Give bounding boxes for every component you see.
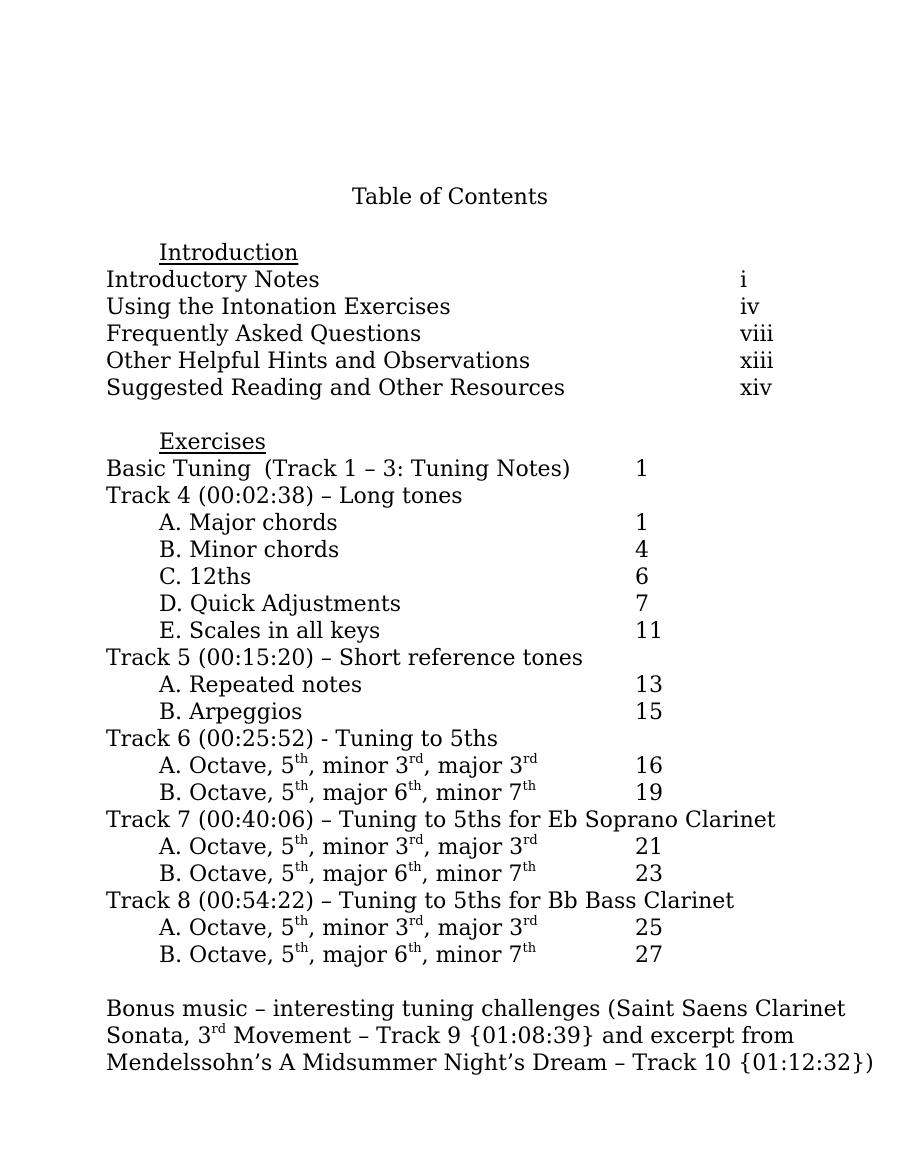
toc-entry-page: 4 [635, 538, 649, 563]
toc-entry-page: 27 [635, 943, 663, 968]
toc-entry-label: B. Arpeggios [159, 700, 303, 725]
bonus-line-2: Sonata, 3rd Movement – Track 9 {01:08:39} and excerpt from [106, 1021, 795, 1049]
toc-entry-label: A. Repeated notes [159, 673, 363, 698]
toc-entry-label: D. Quick Adjustments [159, 592, 401, 617]
track-7-heading: Track 7 (00:40:06) – Tuning to 5ths for Eb Soprano Clarinet [106, 808, 776, 833]
toc-entry-page: 21 [635, 835, 663, 860]
interval-entry-b: B. Octave, 5th, major 6th, minor 7th [159, 940, 537, 968]
toc-entry-label: Introductory Notes [106, 268, 320, 293]
bonus-line-1: Bonus music – interesting tuning challenges (Saint Saens Clarinet [106, 997, 846, 1022]
interval-entry-a: A. Octave, 5th, minor 3rd, major 3rd [159, 751, 538, 779]
interval-entry-b: B. Octave, 5th, major 6th, minor 7th [159, 859, 537, 887]
basic-tuning-note: (Track 1 – 3: Tuning Notes) [264, 457, 571, 482]
toc-entry-label: Suggested Reading and Other Resources [106, 376, 566, 401]
toc-entry-label: Using the Intonation Exercises [106, 295, 451, 320]
toc-entry-page: 19 [635, 781, 663, 806]
track-4-heading: Track 4 (00:02:38) – Long tones [106, 484, 463, 509]
page-title: Table of Contents [351, 185, 548, 210]
toc-entry-page: 6 [635, 565, 649, 590]
track-6-heading: Track 6 (00:25:52) - Tuning to 5ths [106, 727, 499, 752]
interval-entry-b: B. Octave, 5th, major 6th, minor 7th [159, 778, 537, 806]
toc-entry-page: 7 [635, 592, 649, 617]
toc-entry-page: 23 [635, 862, 663, 887]
interval-entry-a: A. Octave, 5th, minor 3rd, major 3rd [159, 832, 538, 860]
toc-entry-page: xiv [740, 376, 772, 401]
toc-entry-page: 25 [635, 916, 663, 941]
toc-entry-page: 13 [635, 673, 663, 698]
basic-tuning-label: Basic Tuning [106, 457, 252, 482]
toc-entry-page: iv [740, 295, 760, 320]
toc-entry-label: Other Helpful Hints and Observations [106, 349, 531, 374]
toc-entry-page: 16 [635, 754, 663, 779]
toc-entry-page: xiii [740, 349, 774, 374]
toc-entry-label: B. Minor chords [159, 538, 340, 563]
introduction-heading: Introduction [159, 241, 299, 266]
toc-entry-page: viii [740, 322, 774, 347]
toc-entry-page: 1 [635, 457, 649, 482]
toc-entry-label: E. Scales in all keys [159, 619, 381, 644]
toc-entry-page: 11 [635, 619, 663, 644]
interval-entry-a: A. Octave, 5th, minor 3rd, major 3rd [159, 913, 538, 941]
exercises-heading: Exercises [159, 430, 266, 455]
toc-entry-page: 1 [635, 511, 649, 536]
toc-entry-page: 15 [635, 700, 663, 725]
toc-entry-page: i [740, 268, 748, 293]
toc-entry-label: A. Major chords [159, 511, 338, 536]
toc-entry-label: Frequently Asked Questions [106, 322, 422, 347]
track-8-heading: Track 8 (00:54:22) – Tuning to 5ths for Bb Bass Clarinet [106, 889, 735, 914]
toc-entry-label: C. 12ths [159, 565, 252, 590]
track-5-heading: Track 5 (00:15:20) – Short reference tones [106, 646, 584, 671]
bonus-line-3: Mendelssohn’s A Midsummer Night’s Dream – Track 10 {01:12:32}) [106, 1051, 874, 1076]
